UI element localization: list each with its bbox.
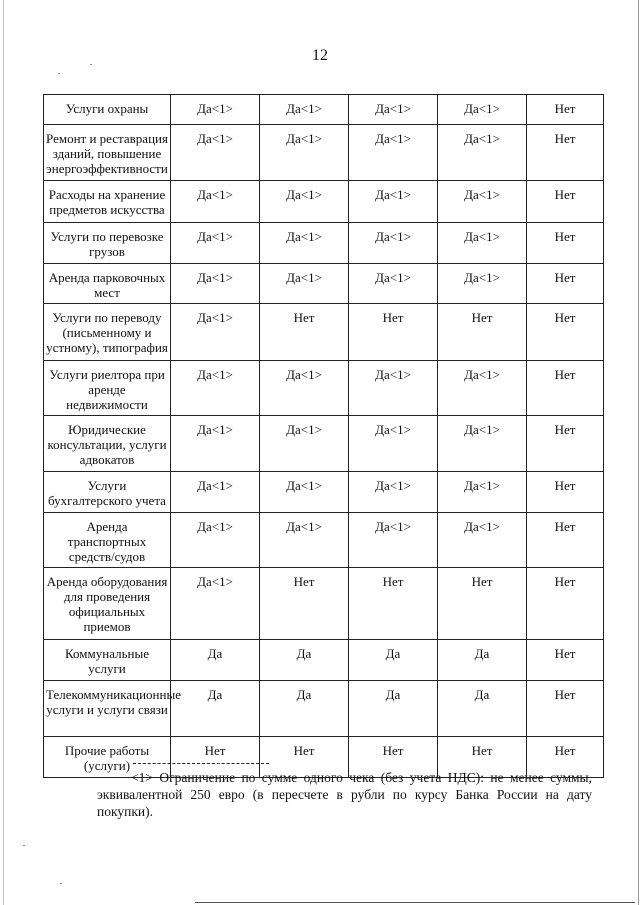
value-cell: Да<1> [349,181,438,223]
value-cell: Нет [527,737,604,778]
value-cell: Да [438,681,527,737]
value-cell: Нет [527,95,604,125]
footnote-text: <1> Ограничение по сумме одного чека (без учета НДС): не менее суммы, эквивалентной 250 евро (в пересчете в рубли по курсу Банка России на дату покупки). [97,770,592,819]
value-cell: Да [171,681,260,737]
table-row [44,640,604,681]
service-name-cell: Услуги по перевозке грузов [44,223,171,264]
value-cell: Нет [260,737,349,778]
table-row [44,223,604,264]
value-cell: Да<1> [260,181,349,223]
service-name-cell: Услуги охраны [44,95,171,125]
value-cell: Да<1> [438,513,527,568]
value-cell: Да<1> [260,223,349,264]
value-cell: Да<1> [349,472,438,513]
value-cell: Нет [527,125,604,181]
value-cell: Нет [527,513,604,568]
value-cell: Нет [438,737,527,778]
scan-speck [60,883,62,884]
value-cell: Нет [349,304,438,361]
value-cell: Да<1> [438,223,527,264]
services-table [43,94,604,778]
footnote-separator [133,763,269,764]
value-cell: Да<1> [171,223,260,264]
service-name-cell: Ремонт и реставрация зданий, повышение энергоэффективности [44,125,171,181]
service-name-cell: Аренда парковочных мест [44,264,171,304]
value-cell: Да [349,681,438,737]
value-cell: Нет [438,304,527,361]
service-name-cell: Телекоммуникационные услуги и услуги связи [44,681,171,737]
value-cell: Нет [260,304,349,361]
table-row [44,264,604,304]
value-cell: Нет [527,361,604,416]
value-cell: Да [349,640,438,681]
value-cell: Да<1> [260,125,349,181]
value-cell: Да<1> [260,513,349,568]
table-row [44,125,604,181]
value-cell: Нет [527,223,604,264]
scan-speck [58,73,60,74]
value-cell: Да [260,640,349,681]
table-row [44,181,604,223]
value-cell: Да<1> [260,472,349,513]
value-cell: Да<1> [171,513,260,568]
page-bottom-edge [195,902,635,903]
value-cell: Да<1> [349,125,438,181]
value-cell: Нет [438,568,527,640]
value-cell: Нет [527,568,604,640]
value-cell: Нет [527,472,604,513]
value-cell: Да<1> [438,95,527,125]
value-cell: Да<1> [171,264,260,304]
value-cell: Да<1> [438,264,527,304]
page-edge-left [3,0,4,905]
value-cell: Да<1> [438,472,527,513]
value-cell: Нет [527,640,604,681]
service-name-cell: Услуги риелтора при аренде недвижимости [44,361,171,416]
page-number: 12 [312,47,328,64]
service-name-cell: Расходы на хранение предметов искусства [44,181,171,223]
value-cell: Нет [527,304,604,361]
scan-speck [90,64,92,65]
service-name-cell: Коммунальные услуги [44,640,171,681]
value-cell: Нет [171,737,260,778]
value-cell: Да<1> [171,416,260,472]
value-cell: Да<1> [260,95,349,125]
value-cell: Нет [527,416,604,472]
value-cell: Да<1> [349,361,438,416]
table-row [44,681,604,737]
value-cell: Да [438,640,527,681]
service-name-cell: Аренда транспортных средств/судов [44,513,171,568]
value-cell: Да [171,640,260,681]
value-cell: Да<1> [171,181,260,223]
table-row [44,472,604,513]
value-cell: Да<1> [438,361,527,416]
value-cell: Нет [527,181,604,223]
value-cell: Нет [527,681,604,737]
value-cell: Да<1> [260,416,349,472]
value-cell: Да<1> [171,361,260,416]
value-cell: Да<1> [171,472,260,513]
table-row [44,513,604,568]
service-name-cell: Юридические консультации, услуги адвокатов [44,416,171,472]
value-cell: Нет [260,568,349,640]
table-row [44,304,604,361]
value-cell: Да<1> [260,361,349,416]
table-row [44,361,604,416]
value-cell: Нет [349,737,438,778]
value-cell: Да<1> [171,125,260,181]
service-name-cell: Прочие работы (услуги) [44,737,171,778]
value-cell: Да<1> [349,223,438,264]
value-cell: Да<1> [171,95,260,125]
value-cell: Да<1> [349,416,438,472]
value-cell: Да<1> [171,568,260,640]
value-cell: Да<1> [349,95,438,125]
value-cell: Да<1> [438,416,527,472]
value-cell: Да [260,681,349,737]
value-cell: Да<1> [438,181,527,223]
value-cell: Да<1> [171,304,260,361]
service-name-cell: Услуги по переводу (письменному и устному), типография [44,304,171,361]
table-row [44,95,604,125]
service-name-cell: Аренда оборудования для проведения официальных приемов [44,568,171,640]
value-cell: Нет [527,264,604,304]
page-edge-right [638,0,639,905]
value-cell: Да<1> [349,264,438,304]
table-row [44,416,604,472]
value-cell: Да<1> [349,513,438,568]
service-name-cell: Услуги бухгалтерского учета [44,472,171,513]
table-row [44,568,604,640]
value-cell: Да<1> [260,264,349,304]
scan-speck [23,845,25,846]
value-cell: Нет [349,568,438,640]
value-cell: Да<1> [438,125,527,181]
